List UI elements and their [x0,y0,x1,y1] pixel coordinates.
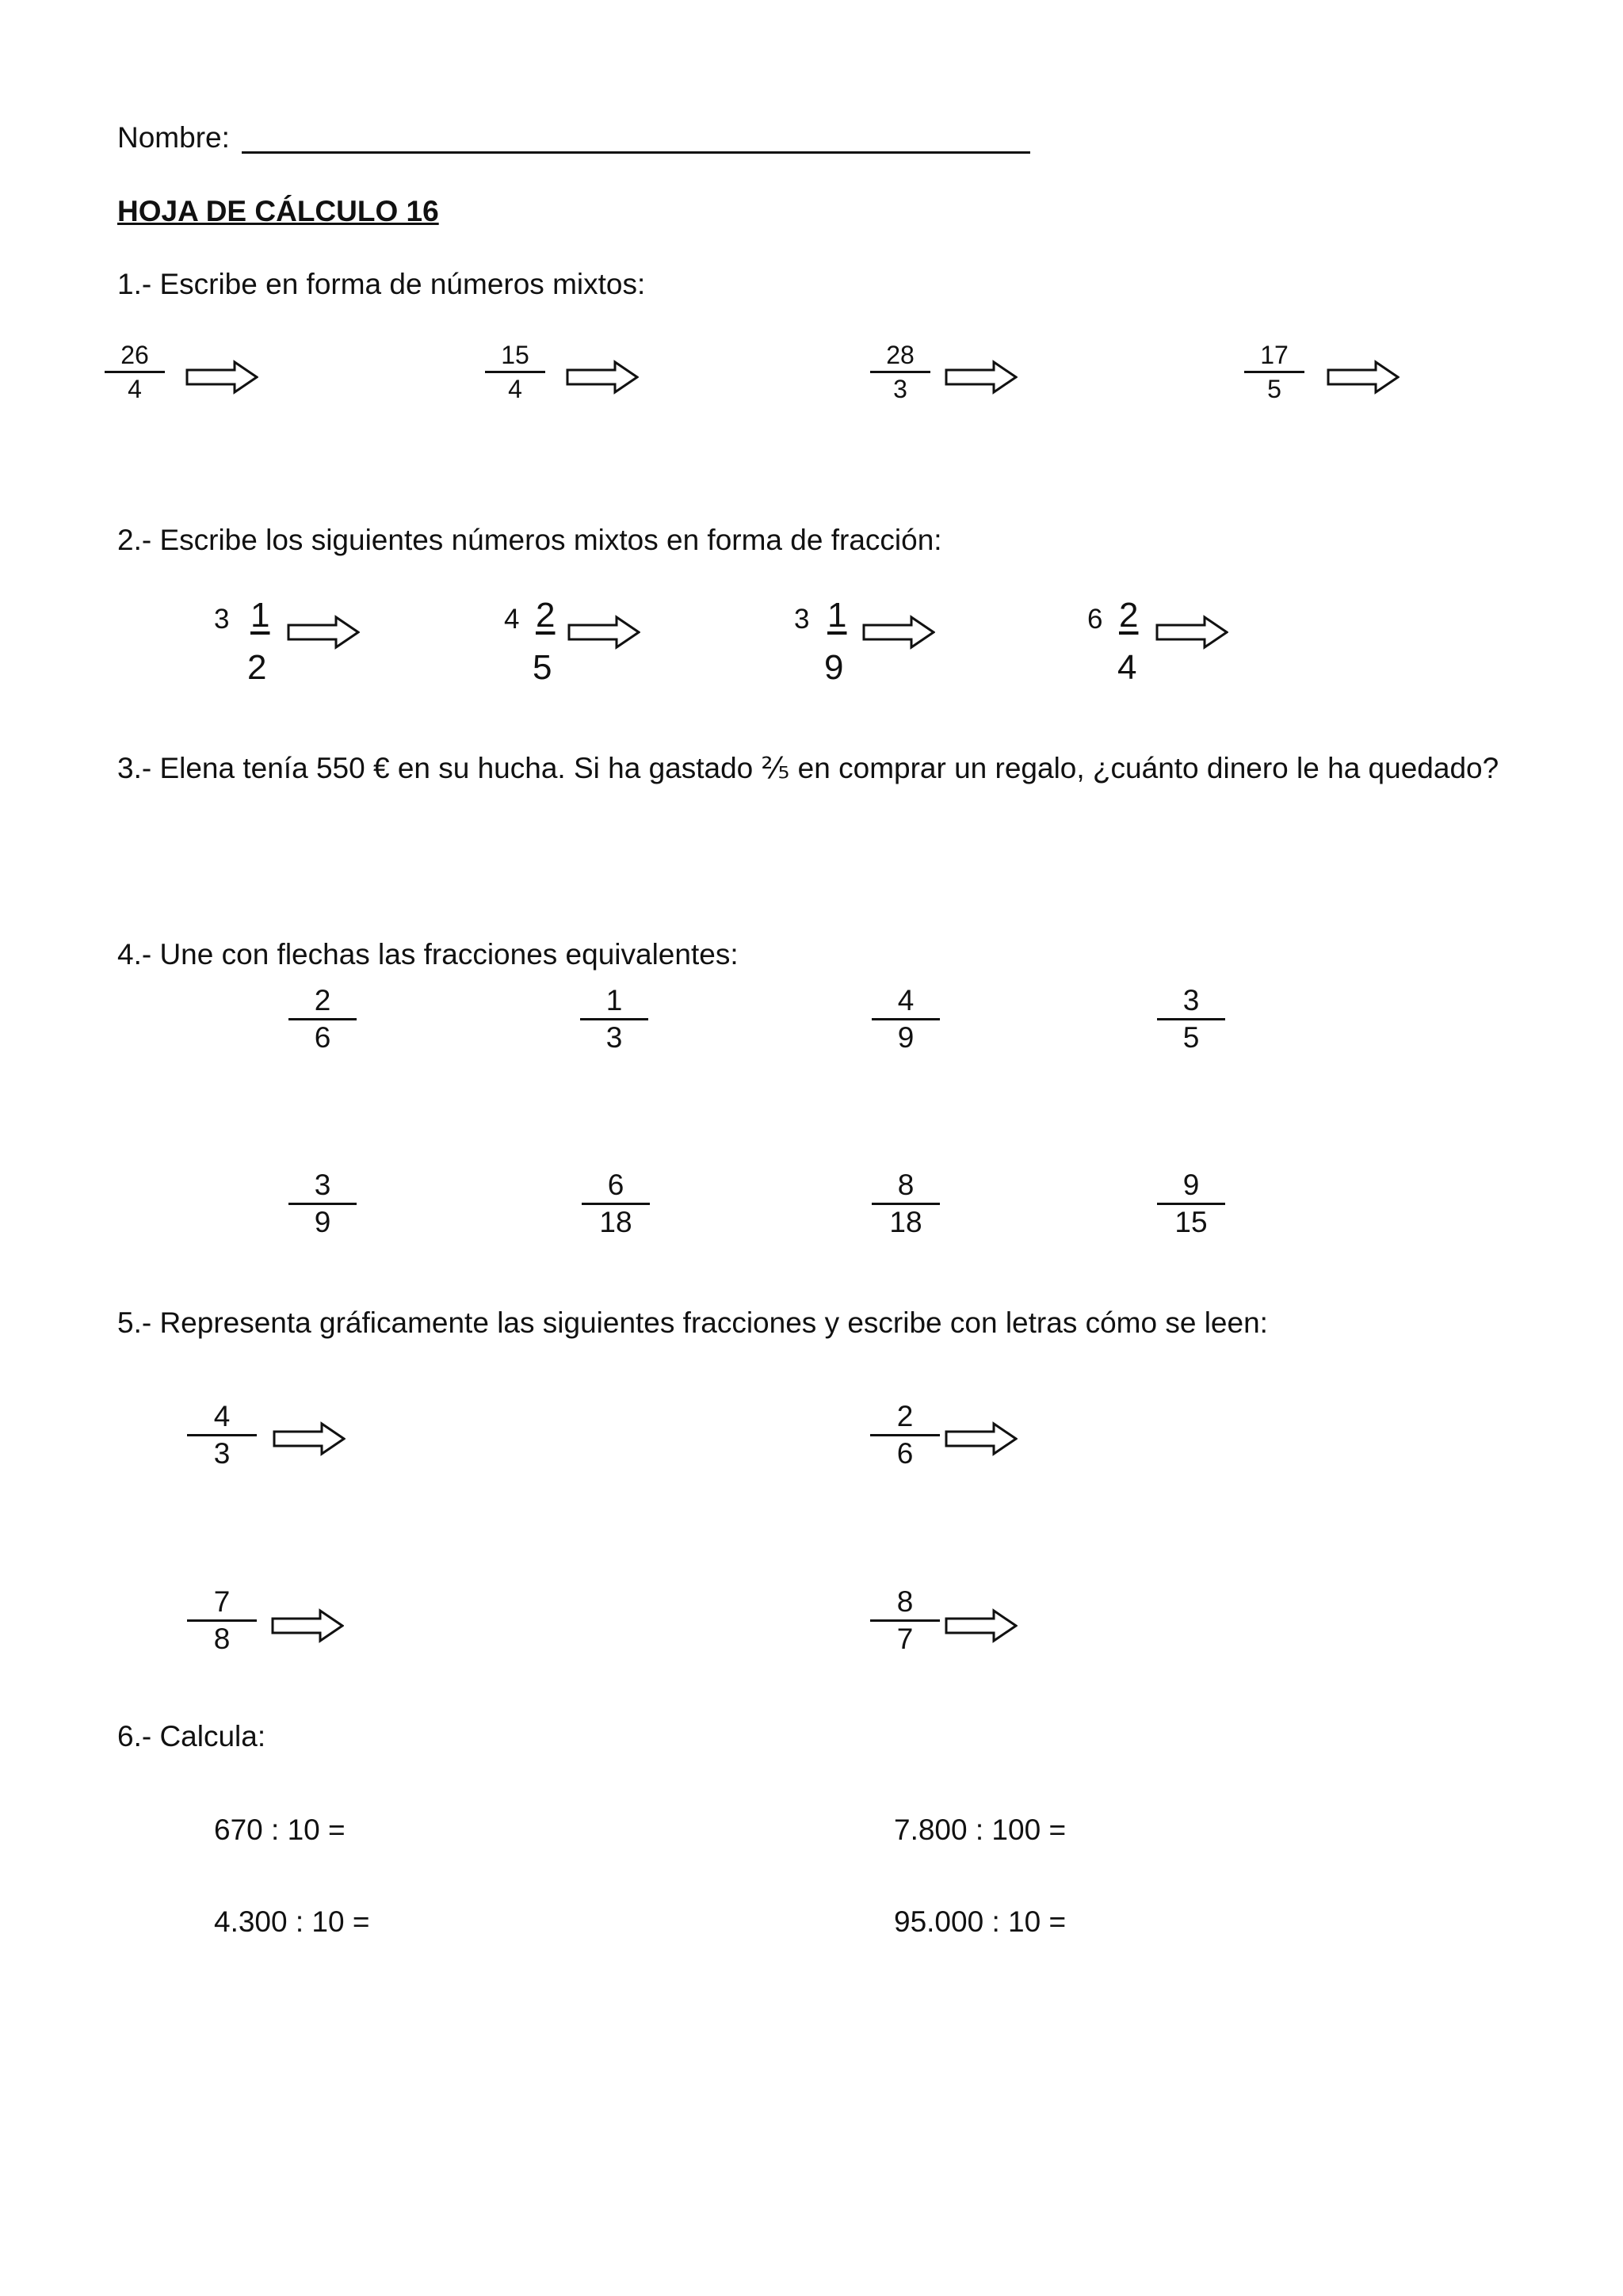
ex2-arrow-icon [1155,615,1228,650]
ex1-fraction: 17 5 [1244,339,1304,405]
ex5-arrow-icon [945,1421,1018,1456]
ex4-fraction-bottom[interactable]: 6 18 [582,1168,650,1240]
ex5-arrow-icon [945,1608,1018,1643]
ex4-fraction-bottom[interactable]: 8 18 [872,1168,940,1240]
ex1-arrow-icon [1327,360,1400,395]
exercise-5-prompt: 5.- Representa gráficamente las siguientes fracciones y escribe con letras cómo se leen: [117,1306,1268,1339]
ex6-calculation: 4.300 : 10 = [214,1905,370,1938]
ex4-fraction-top[interactable]: 4 9 [872,983,940,1055]
exercise-2-prompt: 2.- Escribe los siguientes números mixtos en forma de fracción: [117,524,942,556]
exercise-6-prompt: 6.- Calcula: [117,1720,266,1753]
ex5-fraction: 4 3 [187,1399,257,1471]
page-title: HOJA DE CÁLCULO 16 [117,195,439,227]
ex1-fraction: 28 3 [870,339,930,405]
ex1-fraction: 15 4 [485,339,545,405]
ex1-arrow-icon [185,360,258,395]
ex4-fraction-top[interactable]: 3 5 [1157,983,1225,1055]
ex5-arrow-icon [271,1608,344,1643]
exercise-4-prompt: 4.- Une con flechas las fracciones equivalentes: [117,938,739,971]
ex5-fraction: 8 7 [870,1585,940,1657]
ex6-calculation: 7.800 : 100 = [894,1814,1067,1846]
ex1-arrow-icon [566,360,639,395]
ex2-arrow-icon [862,615,935,650]
ex1-fraction: 26 4 [105,339,165,405]
ex5-fraction: 7 8 [187,1585,257,1657]
ex5-arrow-icon [273,1421,346,1456]
ex4-fraction-bottom[interactable]: 9 15 [1157,1168,1225,1240]
ex5-fraction: 2 6 [870,1399,940,1471]
ex6-calculation: 95.000 : 10 = [894,1905,1067,1938]
exercise-3-prompt: 3.- Elena tenía 550 € en su hucha. Si ha gastado ⅖ en comprar un regalo, ¿cuánto dinero le ha quedado? [117,752,1499,784]
ex6-calculation: 670 : 10 = [214,1814,346,1846]
ex4-fraction-bottom[interactable]: 3 9 [288,1168,357,1240]
name-answer-line[interactable] [242,151,1030,154]
name-label: Nombre: [117,121,230,154]
ex2-arrow-icon [287,615,360,650]
ex2-arrow-icon [567,615,640,650]
ex4-fraction-top[interactable]: 1 3 [580,983,648,1055]
ex1-arrow-icon [945,360,1018,395]
ex4-fraction-top[interactable]: 2 6 [288,983,357,1055]
exercise-1-prompt: 1.- Escribe en forma de números mixtos: [117,268,646,300]
